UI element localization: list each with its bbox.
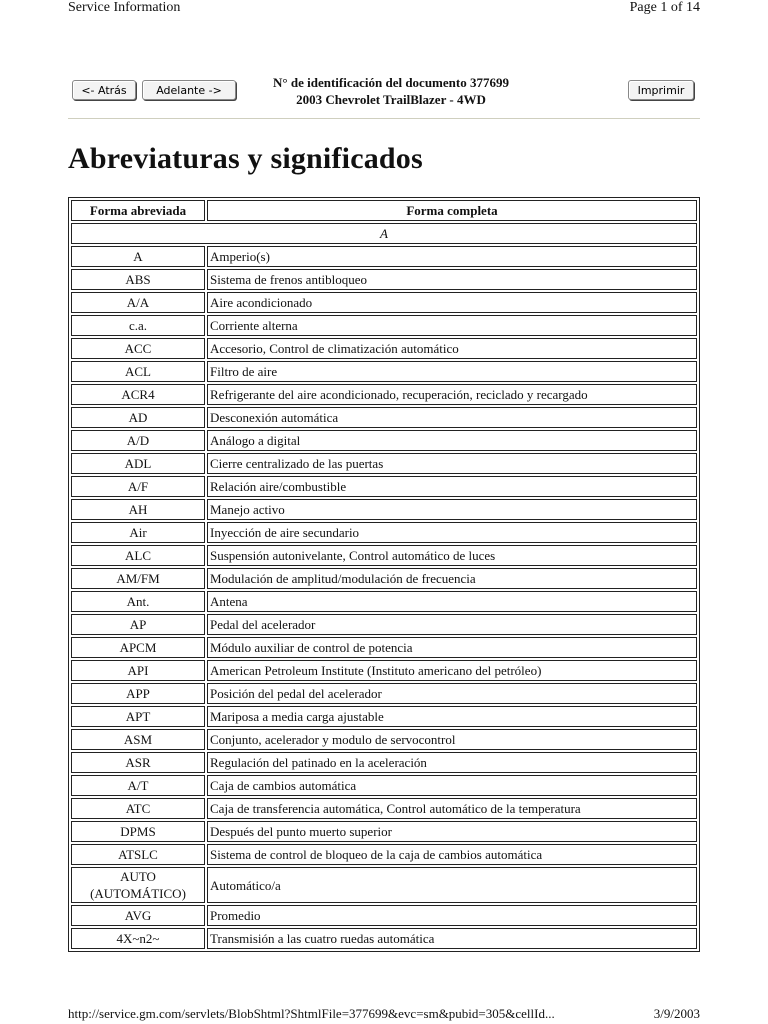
section-letter: A — [71, 223, 697, 244]
full-form-cell: Accesorio, Control de climatización automático — [207, 338, 697, 359]
section-row — [71, 223, 697, 244]
back-button[interactable]: <- Atrás — [72, 80, 136, 100]
full-form-cell: Mariposa a media carga ajustable — [207, 706, 697, 727]
table-row — [71, 867, 697, 903]
table-row — [71, 361, 697, 382]
abbreviation-cell: A/F — [71, 476, 205, 497]
table-row — [71, 269, 697, 290]
table-row — [71, 384, 697, 405]
abbreviation-cell: ALC — [71, 545, 205, 566]
abbreviation-cell: AH — [71, 499, 205, 520]
abbreviation-cell: A/D — [71, 430, 205, 451]
document-id-line: N° de identificación del documento 377699 — [273, 75, 509, 90]
full-form-cell: Corriente alterna — [207, 315, 697, 336]
forward-button[interactable]: Adelante -> — [142, 80, 236, 100]
abbreviation-cell: DPMS — [71, 821, 205, 842]
full-form-cell: Después del punto muerto superior — [207, 821, 697, 842]
table-row — [71, 706, 697, 727]
abbreviation-cell: AUTO (AUTOMÁTICO) — [71, 867, 205, 903]
full-form-cell: American Petroleum Institute (Instituto americano del petróleo) — [207, 660, 697, 681]
abbreviation-cell: ADL — [71, 453, 205, 474]
table-row — [71, 729, 697, 750]
full-form-cell: Automático/a — [207, 867, 697, 903]
footer-url: http://service.gm.com/servlets/BlobShtml?ShtmlFile=377699&evc=sm&pubid=305&cellId... — [68, 1006, 555, 1021]
table-row — [71, 683, 697, 704]
full-form-cell: Regulación del patinado en la aceleración — [207, 752, 697, 773]
page-count: Page 1 of 14 — [629, 0, 700, 15]
header-left-text: Service Information — [68, 0, 181, 15]
table-row — [71, 522, 697, 543]
abbreviation-cell: ATC — [71, 798, 205, 819]
full-form-cell: Inyección de aire secundario — [207, 522, 697, 543]
page-title: Abreviaturas y significados — [68, 142, 423, 175]
full-form-cell: Cierre centralizado de las puertas — [207, 453, 697, 474]
table-row — [71, 407, 697, 428]
abbreviation-cell: APCM — [71, 637, 205, 658]
table-row — [71, 246, 697, 267]
document-id-block — [246, 74, 536, 108]
table-row — [71, 798, 697, 819]
navigation-bar — [68, 74, 700, 119]
abbreviation-cell: A/T — [71, 775, 205, 796]
abbreviation-cell: A — [71, 246, 205, 267]
full-form-cell: Filtro de aire — [207, 361, 697, 382]
table-row — [71, 637, 697, 658]
abbreviation-cell: APT — [71, 706, 205, 727]
table-row — [71, 660, 697, 681]
abbreviation-cell: AVG — [71, 905, 205, 926]
table-row — [71, 545, 697, 566]
abbreviation-cell: A/A — [71, 292, 205, 313]
abbreviation-cell: ASR — [71, 752, 205, 773]
abbreviations-table — [68, 197, 700, 952]
full-form-cell: Conjunto, acelerador y modulo de servocontrol — [207, 729, 697, 750]
column-header-full: Forma completa — [207, 200, 697, 221]
full-form-cell: Modulación de amplitud/modulación de frecuencia — [207, 568, 697, 589]
abbreviation-cell: ACL — [71, 361, 205, 382]
abbreviation-cell: API — [71, 660, 205, 681]
table-row — [71, 844, 697, 865]
full-form-cell: Promedio — [207, 905, 697, 926]
table-row — [71, 775, 697, 796]
table-row — [71, 499, 697, 520]
full-form-cell: Análogo a digital — [207, 430, 697, 451]
table-row — [71, 928, 697, 949]
full-form-cell: Módulo auxiliar de control de potencia — [207, 637, 697, 658]
table-row — [71, 591, 697, 612]
full-form-cell: Sistema de control de bloqueo de la caja de cambios automática — [207, 844, 697, 865]
abbreviation-cell: ACC — [71, 338, 205, 359]
table-row — [71, 905, 697, 926]
full-form-cell: Caja de transferencia automática, Control automático de la temperatura — [207, 798, 697, 819]
table-header-row — [71, 200, 697, 221]
abbreviation-cell: Air — [71, 522, 205, 543]
table-row — [71, 338, 697, 359]
full-form-cell: Antena — [207, 591, 697, 612]
full-form-cell: Desconexión automática — [207, 407, 697, 428]
abbreviation-cell: Ant. — [71, 591, 205, 612]
vehicle-line: 2003 Chevrolet TrailBlazer - 4WD — [296, 92, 486, 107]
footer-date: 3/9/2003 — [653, 1006, 700, 1021]
table-body — [71, 223, 697, 949]
table-row — [71, 614, 697, 635]
page-header — [68, 0, 700, 20]
full-form-cell: Sistema de frenos antibloqueo — [207, 269, 697, 290]
abbreviation-cell: ATSLC — [71, 844, 205, 865]
table-row — [71, 821, 697, 842]
table-row — [71, 752, 697, 773]
full-form-cell: Relación aire/combustible — [207, 476, 697, 497]
abbreviation-cell: AP — [71, 614, 205, 635]
column-header-short: Forma abreviada — [71, 200, 205, 221]
abbreviation-cell: ABS — [71, 269, 205, 290]
abbreviation-cell: APP — [71, 683, 205, 704]
abbreviation-cell: c.a. — [71, 315, 205, 336]
full-form-cell: Refrigerante del aire acondicionado, recuperación, reciclado y recargado — [207, 384, 697, 405]
table-row — [71, 430, 697, 451]
full-form-cell: Amperio(s) — [207, 246, 697, 267]
full-form-cell: Suspensión autonivelante, Control automático de luces — [207, 545, 697, 566]
full-form-cell: Aire acondicionado — [207, 292, 697, 313]
full-form-cell: Caja de cambios automática — [207, 775, 697, 796]
abbreviation-cell: 4X~n2~ — [71, 928, 205, 949]
full-form-cell: Manejo activo — [207, 499, 697, 520]
table-row — [71, 568, 697, 589]
table-row — [71, 476, 697, 497]
table-row — [71, 292, 697, 313]
abbreviation-cell: ACR4 — [71, 384, 205, 405]
full-form-cell: Posición del pedal del acelerador — [207, 683, 697, 704]
abbreviation-cell: ASM — [71, 729, 205, 750]
full-form-cell: Pedal del acelerador — [207, 614, 697, 635]
print-button[interactable]: Imprimir — [628, 80, 694, 100]
full-form-cell: Transmisión a las cuatro ruedas automática — [207, 928, 697, 949]
abbreviation-cell: AM/FM — [71, 568, 205, 589]
table-row — [71, 453, 697, 474]
abbreviation-cell: AD — [71, 407, 205, 428]
table-row — [71, 315, 697, 336]
